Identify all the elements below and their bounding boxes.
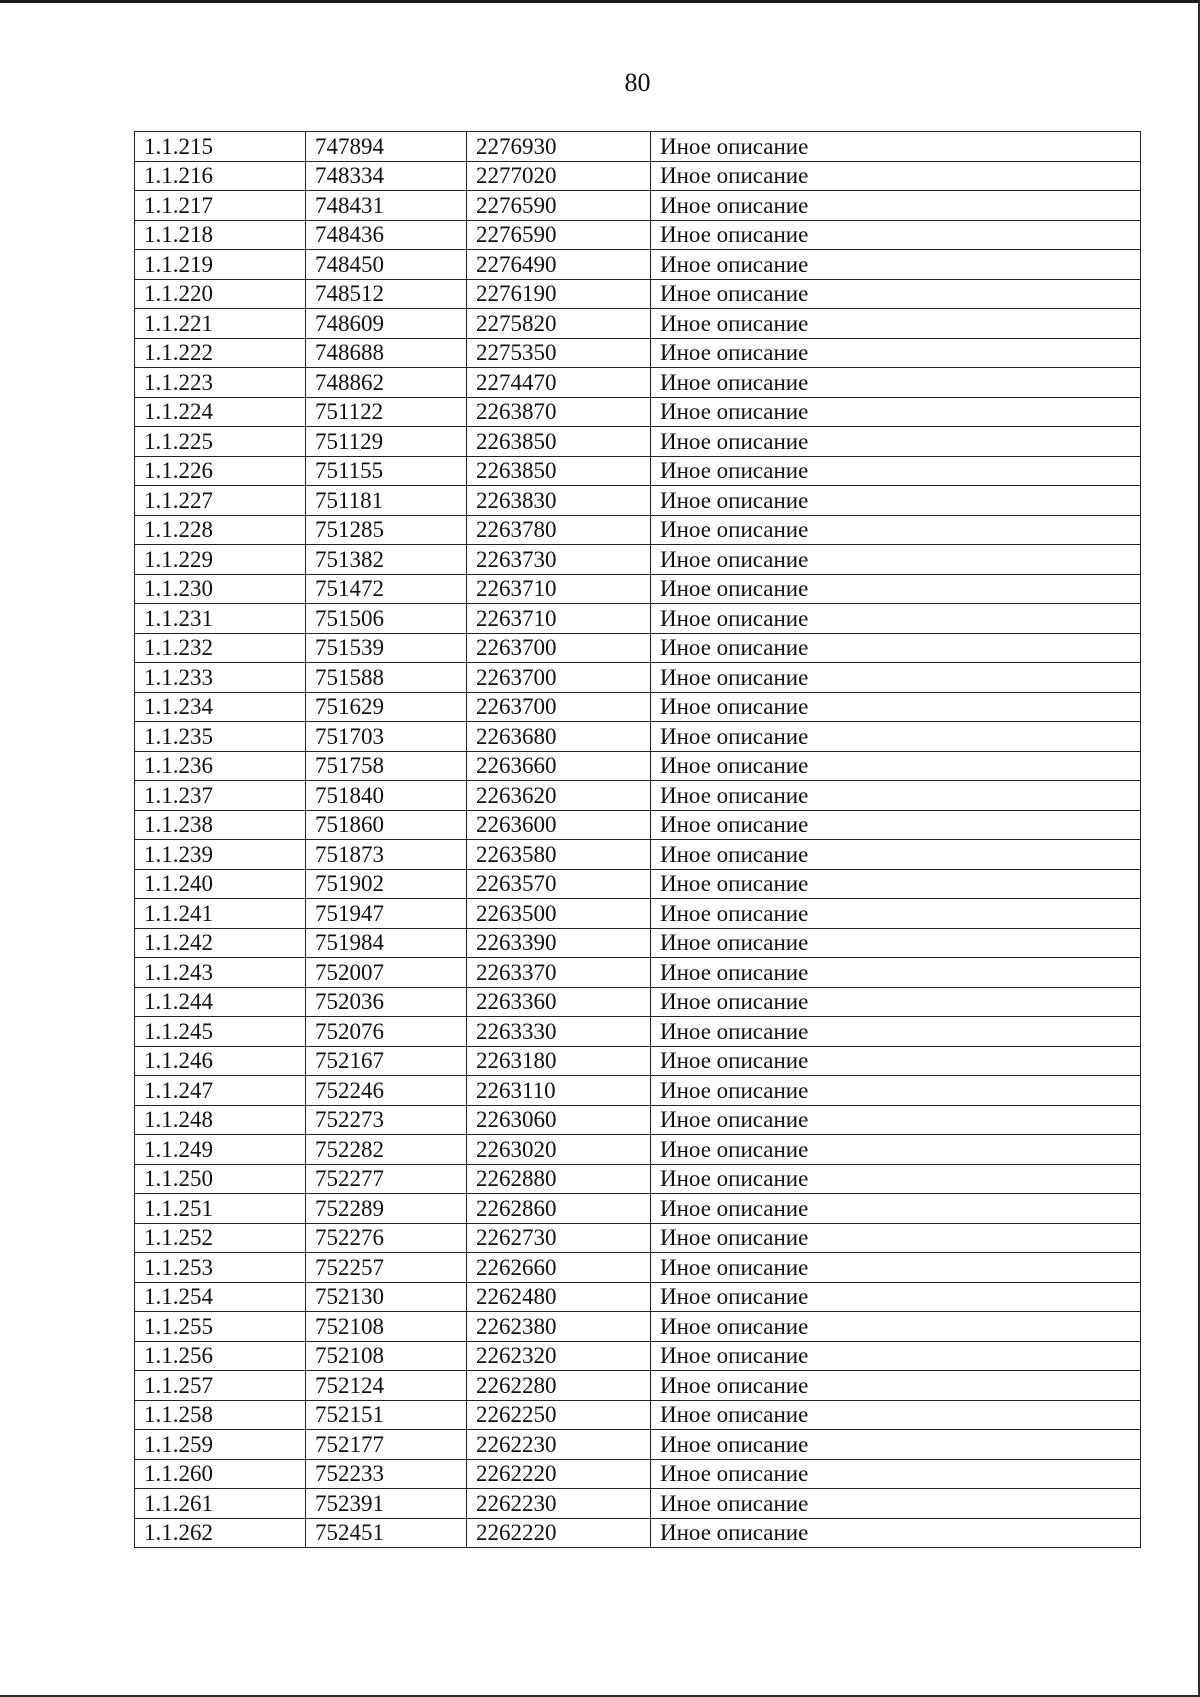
point-number-cell: 1.1.237 xyxy=(135,781,306,811)
y-coordinate-cell: 2262230 xyxy=(467,1489,651,1519)
point-number-cell: 1.1.227 xyxy=(135,486,306,516)
description-cell: Иное описание xyxy=(651,1017,1141,1047)
table-row xyxy=(135,161,1141,191)
table-row xyxy=(135,1459,1141,1489)
y-coordinate-cell: 2263060 xyxy=(467,1105,651,1135)
x-coordinate-cell: 751758 xyxy=(306,751,467,781)
x-coordinate-cell: 751129 xyxy=(306,427,467,457)
x-coordinate-cell: 752130 xyxy=(306,1282,467,1312)
x-coordinate-cell: 752233 xyxy=(306,1459,467,1489)
y-coordinate-cell: 2276590 xyxy=(467,220,651,250)
table-row xyxy=(135,604,1141,634)
point-number-cell: 1.1.235 xyxy=(135,722,306,752)
y-coordinate-cell: 2263110 xyxy=(467,1076,651,1106)
description-cell: Иное описание xyxy=(651,987,1141,1017)
y-coordinate-cell: 2263850 xyxy=(467,427,651,457)
description-cell: Иное описание xyxy=(651,781,1141,811)
y-coordinate-cell: 2276190 xyxy=(467,279,651,309)
point-number-cell: 1.1.241 xyxy=(135,899,306,929)
x-coordinate-cell: 751181 xyxy=(306,486,467,516)
table-row xyxy=(135,279,1141,309)
y-coordinate-cell: 2262280 xyxy=(467,1371,651,1401)
description-cell: Иное описание xyxy=(651,161,1141,191)
y-coordinate-cell: 2276590 xyxy=(467,191,651,221)
y-coordinate-cell: 2263870 xyxy=(467,397,651,427)
x-coordinate-cell: 748609 xyxy=(306,309,467,339)
y-coordinate-cell: 2263330 xyxy=(467,1017,651,1047)
description-cell: Иное описание xyxy=(651,1223,1141,1253)
table-row xyxy=(135,456,1141,486)
point-number-cell: 1.1.244 xyxy=(135,987,306,1017)
point-number-cell: 1.1.251 xyxy=(135,1194,306,1224)
description-cell: Иное описание xyxy=(651,604,1141,634)
point-number-cell: 1.1.249 xyxy=(135,1135,306,1165)
x-coordinate-cell: 748688 xyxy=(306,338,467,368)
table-row xyxy=(135,574,1141,604)
x-coordinate-cell: 751285 xyxy=(306,515,467,545)
table-row xyxy=(135,132,1141,162)
point-number-cell: 1.1.218 xyxy=(135,220,306,250)
y-coordinate-cell: 2263020 xyxy=(467,1135,651,1165)
x-coordinate-cell: 752151 xyxy=(306,1400,467,1430)
description-cell: Иное описание xyxy=(651,1135,1141,1165)
y-coordinate-cell: 2263780 xyxy=(467,515,651,545)
x-coordinate-cell: 748512 xyxy=(306,279,467,309)
description-cell: Иное описание xyxy=(651,456,1141,486)
x-coordinate-cell: 752391 xyxy=(306,1489,467,1519)
y-coordinate-cell: 2277020 xyxy=(467,161,651,191)
y-coordinate-cell: 2263360 xyxy=(467,987,651,1017)
y-coordinate-cell: 2263580 xyxy=(467,840,651,870)
table-row xyxy=(135,869,1141,899)
description-cell: Иное описание xyxy=(651,338,1141,368)
x-coordinate-cell: 751629 xyxy=(306,692,467,722)
page-number: 80 xyxy=(624,68,651,97)
point-number-cell: 1.1.262 xyxy=(135,1518,306,1548)
x-coordinate-cell: 752246 xyxy=(306,1076,467,1106)
point-number-cell: 1.1.259 xyxy=(135,1430,306,1460)
point-number-cell: 1.1.247 xyxy=(135,1076,306,1106)
description-cell: Иное описание xyxy=(651,722,1141,752)
y-coordinate-cell: 2263370 xyxy=(467,958,651,988)
y-coordinate-cell: 2263710 xyxy=(467,604,651,634)
x-coordinate-cell: 752007 xyxy=(306,958,467,988)
table-row xyxy=(135,1282,1141,1312)
y-coordinate-cell: 2263180 xyxy=(467,1046,651,1076)
x-coordinate-cell: 751873 xyxy=(306,840,467,870)
point-number-cell: 1.1.238 xyxy=(135,810,306,840)
table-row xyxy=(135,250,1141,280)
table-row xyxy=(135,751,1141,781)
table-row xyxy=(135,191,1141,221)
y-coordinate-cell: 2263700 xyxy=(467,633,651,663)
point-number-cell: 1.1.219 xyxy=(135,250,306,280)
point-number-cell: 1.1.256 xyxy=(135,1341,306,1371)
table-row xyxy=(135,515,1141,545)
table-row xyxy=(135,1105,1141,1135)
description-cell: Иное описание xyxy=(651,633,1141,663)
point-number-cell: 1.1.261 xyxy=(135,1489,306,1519)
x-coordinate-cell: 751588 xyxy=(306,663,467,693)
y-coordinate-cell: 2263730 xyxy=(467,545,651,575)
point-number-cell: 1.1.255 xyxy=(135,1312,306,1342)
y-coordinate-cell: 2262880 xyxy=(467,1164,651,1194)
point-number-cell: 1.1.229 xyxy=(135,545,306,575)
table-row xyxy=(135,1371,1141,1401)
point-number-cell: 1.1.236 xyxy=(135,751,306,781)
description-cell: Иное описание xyxy=(651,545,1141,575)
table-row xyxy=(135,840,1141,870)
x-coordinate-cell: 752273 xyxy=(306,1105,467,1135)
table-row xyxy=(135,545,1141,575)
table-row xyxy=(135,1400,1141,1430)
description-cell: Иное описание xyxy=(651,220,1141,250)
x-coordinate-cell: 751122 xyxy=(306,397,467,427)
table-row xyxy=(135,368,1141,398)
description-cell: Иное описание xyxy=(651,427,1141,457)
table-row xyxy=(135,427,1141,457)
y-coordinate-cell: 2263680 xyxy=(467,722,651,752)
description-cell: Иное описание xyxy=(651,1400,1141,1430)
description-cell: Иное описание xyxy=(651,1371,1141,1401)
x-coordinate-cell: 752076 xyxy=(306,1017,467,1047)
table-row xyxy=(135,810,1141,840)
description-cell: Иное описание xyxy=(651,1164,1141,1194)
x-coordinate-cell: 752276 xyxy=(306,1223,467,1253)
y-coordinate-cell: 2275350 xyxy=(467,338,651,368)
description-cell: Иное описание xyxy=(651,1046,1141,1076)
x-coordinate-cell: 748436 xyxy=(306,220,467,250)
x-coordinate-cell: 751984 xyxy=(306,928,467,958)
y-coordinate-cell: 2263660 xyxy=(467,751,651,781)
scan-border-top xyxy=(0,0,1200,3)
y-coordinate-cell: 2276490 xyxy=(467,250,651,280)
table-row xyxy=(135,1135,1141,1165)
table-row xyxy=(135,928,1141,958)
x-coordinate-cell: 752289 xyxy=(306,1194,467,1224)
description-cell: Иное описание xyxy=(651,899,1141,929)
y-coordinate-cell: 2263500 xyxy=(467,899,651,929)
description-cell: Иное описание xyxy=(651,1489,1141,1519)
point-number-cell: 1.1.217 xyxy=(135,191,306,221)
description-cell: Иное описание xyxy=(651,515,1141,545)
description-cell: Иное описание xyxy=(651,1459,1141,1489)
point-number-cell: 1.1.240 xyxy=(135,869,306,899)
table-row xyxy=(135,1430,1141,1460)
x-coordinate-cell: 751703 xyxy=(306,722,467,752)
table-row xyxy=(135,1194,1141,1224)
table-row xyxy=(135,722,1141,752)
x-coordinate-cell: 747894 xyxy=(306,132,467,162)
y-coordinate-cell: 2274470 xyxy=(467,368,651,398)
point-number-cell: 1.1.223 xyxy=(135,368,306,398)
table-row xyxy=(135,1017,1141,1047)
x-coordinate-cell: 752257 xyxy=(306,1253,467,1283)
coordinates-table-body xyxy=(135,132,1141,1548)
table-row xyxy=(135,1164,1141,1194)
table-row xyxy=(135,309,1141,339)
description-cell: Иное описание xyxy=(651,1341,1141,1371)
point-number-cell: 1.1.260 xyxy=(135,1459,306,1489)
point-number-cell: 1.1.221 xyxy=(135,309,306,339)
point-number-cell: 1.1.242 xyxy=(135,928,306,958)
description-cell: Иное описание xyxy=(651,810,1141,840)
x-coordinate-cell: 751947 xyxy=(306,899,467,929)
description-cell: Иное описание xyxy=(651,1312,1141,1342)
y-coordinate-cell: 2263620 xyxy=(467,781,651,811)
x-coordinate-cell: 751860 xyxy=(306,810,467,840)
description-cell: Иное описание xyxy=(651,132,1141,162)
x-coordinate-cell: 751840 xyxy=(306,781,467,811)
y-coordinate-cell: 2262230 xyxy=(467,1430,651,1460)
table-row xyxy=(135,781,1141,811)
table-row xyxy=(135,1046,1141,1076)
point-number-cell: 1.1.258 xyxy=(135,1400,306,1430)
table-row xyxy=(135,1489,1141,1519)
x-coordinate-cell: 751472 xyxy=(306,574,467,604)
y-coordinate-cell: 2262480 xyxy=(467,1282,651,1312)
point-number-cell: 1.1.234 xyxy=(135,692,306,722)
description-cell: Иное описание xyxy=(651,250,1141,280)
table-row xyxy=(135,899,1141,929)
table-row xyxy=(135,987,1141,1017)
table-row xyxy=(135,633,1141,663)
x-coordinate-cell: 752277 xyxy=(306,1164,467,1194)
description-cell: Иное описание xyxy=(651,1194,1141,1224)
y-coordinate-cell: 2262220 xyxy=(467,1518,651,1548)
point-number-cell: 1.1.250 xyxy=(135,1164,306,1194)
x-coordinate-cell: 751539 xyxy=(306,633,467,663)
point-number-cell: 1.1.220 xyxy=(135,279,306,309)
description-cell: Иное описание xyxy=(651,958,1141,988)
description-cell: Иное описание xyxy=(651,869,1141,899)
point-number-cell: 1.1.226 xyxy=(135,456,306,486)
table-row xyxy=(135,663,1141,693)
description-cell: Иное описание xyxy=(651,1253,1141,1283)
table-row xyxy=(135,1341,1141,1371)
point-number-cell: 1.1.228 xyxy=(135,515,306,545)
description-cell: Иное описание xyxy=(651,574,1141,604)
x-coordinate-cell: 748450 xyxy=(306,250,467,280)
table-row xyxy=(135,692,1141,722)
table-row xyxy=(135,1253,1141,1283)
description-cell: Иное описание xyxy=(651,692,1141,722)
y-coordinate-cell: 2263850 xyxy=(467,456,651,486)
point-number-cell: 1.1.215 xyxy=(135,132,306,162)
point-number-cell: 1.1.248 xyxy=(135,1105,306,1135)
point-number-cell: 1.1.222 xyxy=(135,338,306,368)
y-coordinate-cell: 2275820 xyxy=(467,309,651,339)
y-coordinate-cell: 2262250 xyxy=(467,1400,651,1430)
description-cell: Иное описание xyxy=(651,486,1141,516)
point-number-cell: 1.1.253 xyxy=(135,1253,306,1283)
point-number-cell: 1.1.245 xyxy=(135,1017,306,1047)
description-cell: Иное описание xyxy=(651,1518,1141,1548)
point-number-cell: 1.1.225 xyxy=(135,427,306,457)
x-coordinate-cell: 751382 xyxy=(306,545,467,575)
x-coordinate-cell: 752167 xyxy=(306,1046,467,1076)
x-coordinate-cell: 748862 xyxy=(306,368,467,398)
description-cell: Иное описание xyxy=(651,279,1141,309)
y-coordinate-cell: 2263710 xyxy=(467,574,651,604)
y-coordinate-cell: 2263830 xyxy=(467,486,651,516)
table-row xyxy=(135,1223,1141,1253)
point-number-cell: 1.1.239 xyxy=(135,840,306,870)
table-row xyxy=(135,958,1141,988)
point-number-cell: 1.1.257 xyxy=(135,1371,306,1401)
x-coordinate-cell: 751902 xyxy=(306,869,467,899)
y-coordinate-cell: 2263570 xyxy=(467,869,651,899)
description-cell: Иное описание xyxy=(651,1430,1141,1460)
y-coordinate-cell: 2263390 xyxy=(467,928,651,958)
point-number-cell: 1.1.224 xyxy=(135,397,306,427)
table-row xyxy=(135,338,1141,368)
x-coordinate-cell: 752282 xyxy=(306,1135,467,1165)
point-number-cell: 1.1.232 xyxy=(135,633,306,663)
x-coordinate-cell: 752124 xyxy=(306,1371,467,1401)
y-coordinate-cell: 2262220 xyxy=(467,1459,651,1489)
y-coordinate-cell: 2262730 xyxy=(467,1223,651,1253)
point-number-cell: 1.1.254 xyxy=(135,1282,306,1312)
description-cell: Иное описание xyxy=(651,751,1141,781)
point-number-cell: 1.1.243 xyxy=(135,958,306,988)
x-coordinate-cell: 748431 xyxy=(306,191,467,221)
description-cell: Иное описание xyxy=(651,397,1141,427)
description-cell: Иное описание xyxy=(651,1076,1141,1106)
y-coordinate-cell: 2263600 xyxy=(467,810,651,840)
table-row xyxy=(135,486,1141,516)
x-coordinate-cell: 751155 xyxy=(306,456,467,486)
description-cell: Иное описание xyxy=(651,663,1141,693)
table-row xyxy=(135,220,1141,250)
description-cell: Иное описание xyxy=(651,1282,1141,1312)
x-coordinate-cell: 752451 xyxy=(306,1518,467,1548)
y-coordinate-cell: 2262320 xyxy=(467,1341,651,1371)
description-cell: Иное описание xyxy=(651,191,1141,221)
description-cell: Иное описание xyxy=(651,928,1141,958)
coordinates-table xyxy=(134,131,1141,1548)
y-coordinate-cell: 2262380 xyxy=(467,1312,651,1342)
y-coordinate-cell: 2263700 xyxy=(467,692,651,722)
description-cell: Иное описание xyxy=(651,309,1141,339)
x-coordinate-cell: 752108 xyxy=(306,1341,467,1371)
table-row xyxy=(135,1312,1141,1342)
table-row xyxy=(135,1518,1141,1548)
y-coordinate-cell: 2263700 xyxy=(467,663,651,693)
point-number-cell: 1.1.230 xyxy=(135,574,306,604)
y-coordinate-cell: 2262860 xyxy=(467,1194,651,1224)
point-number-cell: 1.1.252 xyxy=(135,1223,306,1253)
table-row xyxy=(135,1076,1141,1106)
point-number-cell: 1.1.231 xyxy=(135,604,306,634)
x-coordinate-cell: 752108 xyxy=(306,1312,467,1342)
table-row xyxy=(135,397,1141,427)
description-cell: Иное описание xyxy=(651,368,1141,398)
x-coordinate-cell: 752177 xyxy=(306,1430,467,1460)
description-cell: Иное описание xyxy=(651,840,1141,870)
point-number-cell: 1.1.216 xyxy=(135,161,306,191)
x-coordinate-cell: 751506 xyxy=(306,604,467,634)
point-number-cell: 1.1.233 xyxy=(135,663,306,693)
point-number-cell: 1.1.246 xyxy=(135,1046,306,1076)
description-cell: Иное описание xyxy=(651,1105,1141,1135)
x-coordinate-cell: 752036 xyxy=(306,987,467,1017)
y-coordinate-cell: 2262660 xyxy=(467,1253,651,1283)
y-coordinate-cell: 2276930 xyxy=(467,132,651,162)
x-coordinate-cell: 748334 xyxy=(306,161,467,191)
